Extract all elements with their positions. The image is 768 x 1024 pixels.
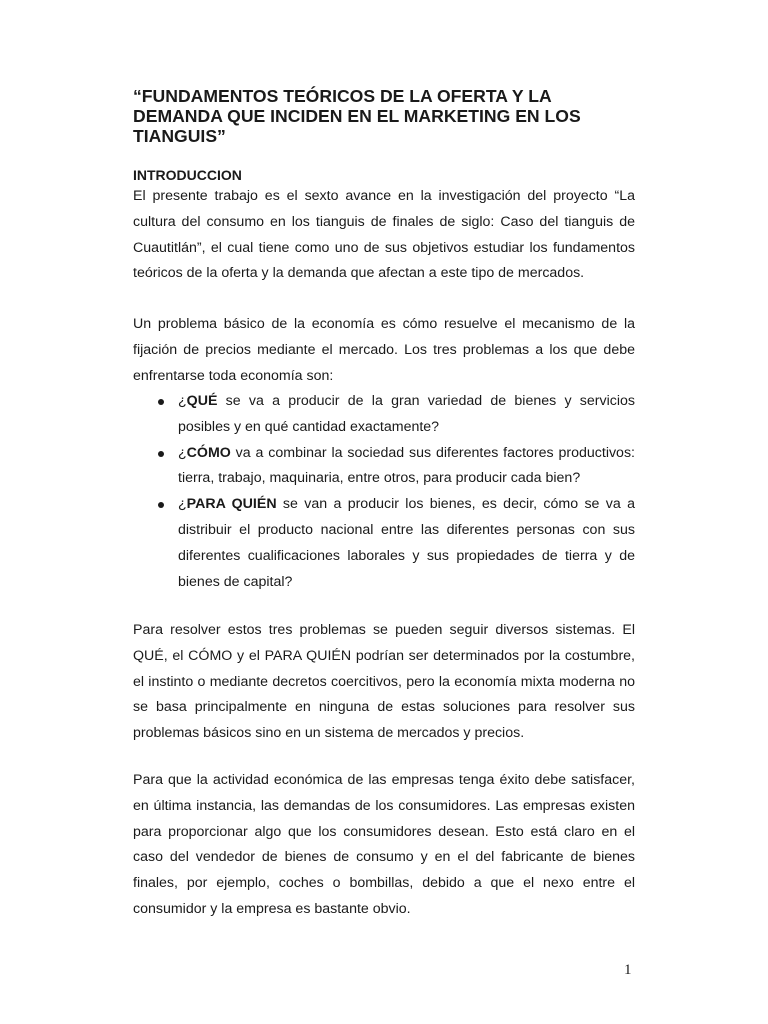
paragraph-problem: Un problema básico de la economía es cómo resuelve el mecanismo de la fijación de precios mediante el mercado. Los tres problemas a los que debe enfrentarse toda economía son: — [133, 316, 635, 384]
list-item — [133, 492, 635, 595]
paragraph-systems: Para resolver estos tres problemas se pueden seguir diversos sistemas. El QUÉ, el CÓMO y el PARA QUIÉN podrían ser determinados por la costumbre, el instinto o mediante decretos coercitivos, pero la economía mixta moderna no se basa principalmente en ninguna de estas soluciones para resolver sus problemas básicos sino en un sistema de mercados y precios. — [133, 622, 635, 742]
bullet-icon — [158, 451, 164, 457]
bullet-prefix: ¿ — [178, 444, 187, 461]
bullet-keyword: CÓMO — [186, 444, 231, 461]
bullet-icon — [158, 399, 164, 405]
paragraph-consumers: Para que la actividad económica de las empresas tenga éxito debe satisfacer, en última instancia, las demandas de los consumidores. Las empresas existen para proporcionar algo que los consumidores desean. Esto está claro en el caso del vendedor de bienes de consumo y en el del fabricante de bienes finales, por ejemplo, coches o bombillas, debido a que el nexo entre el consumidor y la empresa es bastante obvio. — [133, 772, 635, 917]
bullet-prefix: ¿ — [178, 393, 187, 409]
bullet-text: se va a producir de la gran variedad de bienes y servicios posibles y en qué cantidad exactamente? — [178, 393, 635, 435]
list-item — [133, 441, 635, 493]
document-title: “FUNDAMENTOS TEÓRICOS DE LA OFERTA Y LA DEMANDA QUE INCIDEN EN EL MARKETING EN LOS TIANGUIS” — [133, 86, 581, 146]
bullet-icon — [158, 502, 164, 508]
bullet-text: se van a producir los bienes, es decir, cómo se va a distribuir el producto nacional entre las diferentes personas con sus diferentes cualificaciones laborales y sus propiedades de tierra y de bienes de capital? — [178, 496, 636, 590]
problems-list — [133, 389, 635, 595]
page-number: 1 — [624, 962, 632, 978]
bullet-keyword: PARA QUIÉN — [186, 496, 277, 513]
section-heading: INTRODUCCION — [133, 167, 242, 183]
bullet-text: va a combinar la sociedad sus diferentes factores productivos: tierra, trabajo, maquinaria, entre otros, para producir cada bien? — [178, 444, 635, 487]
bullet-keyword: QUÉ — [186, 393, 218, 409]
bullet-prefix: ¿ — [178, 496, 187, 513]
list-item — [133, 389, 635, 441]
paragraph-intro: El presente trabajo es el sexto avance en la investigación del proyecto “La cultura del consumo en los tianguis de finales de siglo: Caso del tianguis de Cuautitlán”, el cual tiene como uno de sus objetivos estudiar los fundamentos teóricos de la oferta y la demanda que afectan a este tipo de mercados. — [133, 188, 635, 282]
